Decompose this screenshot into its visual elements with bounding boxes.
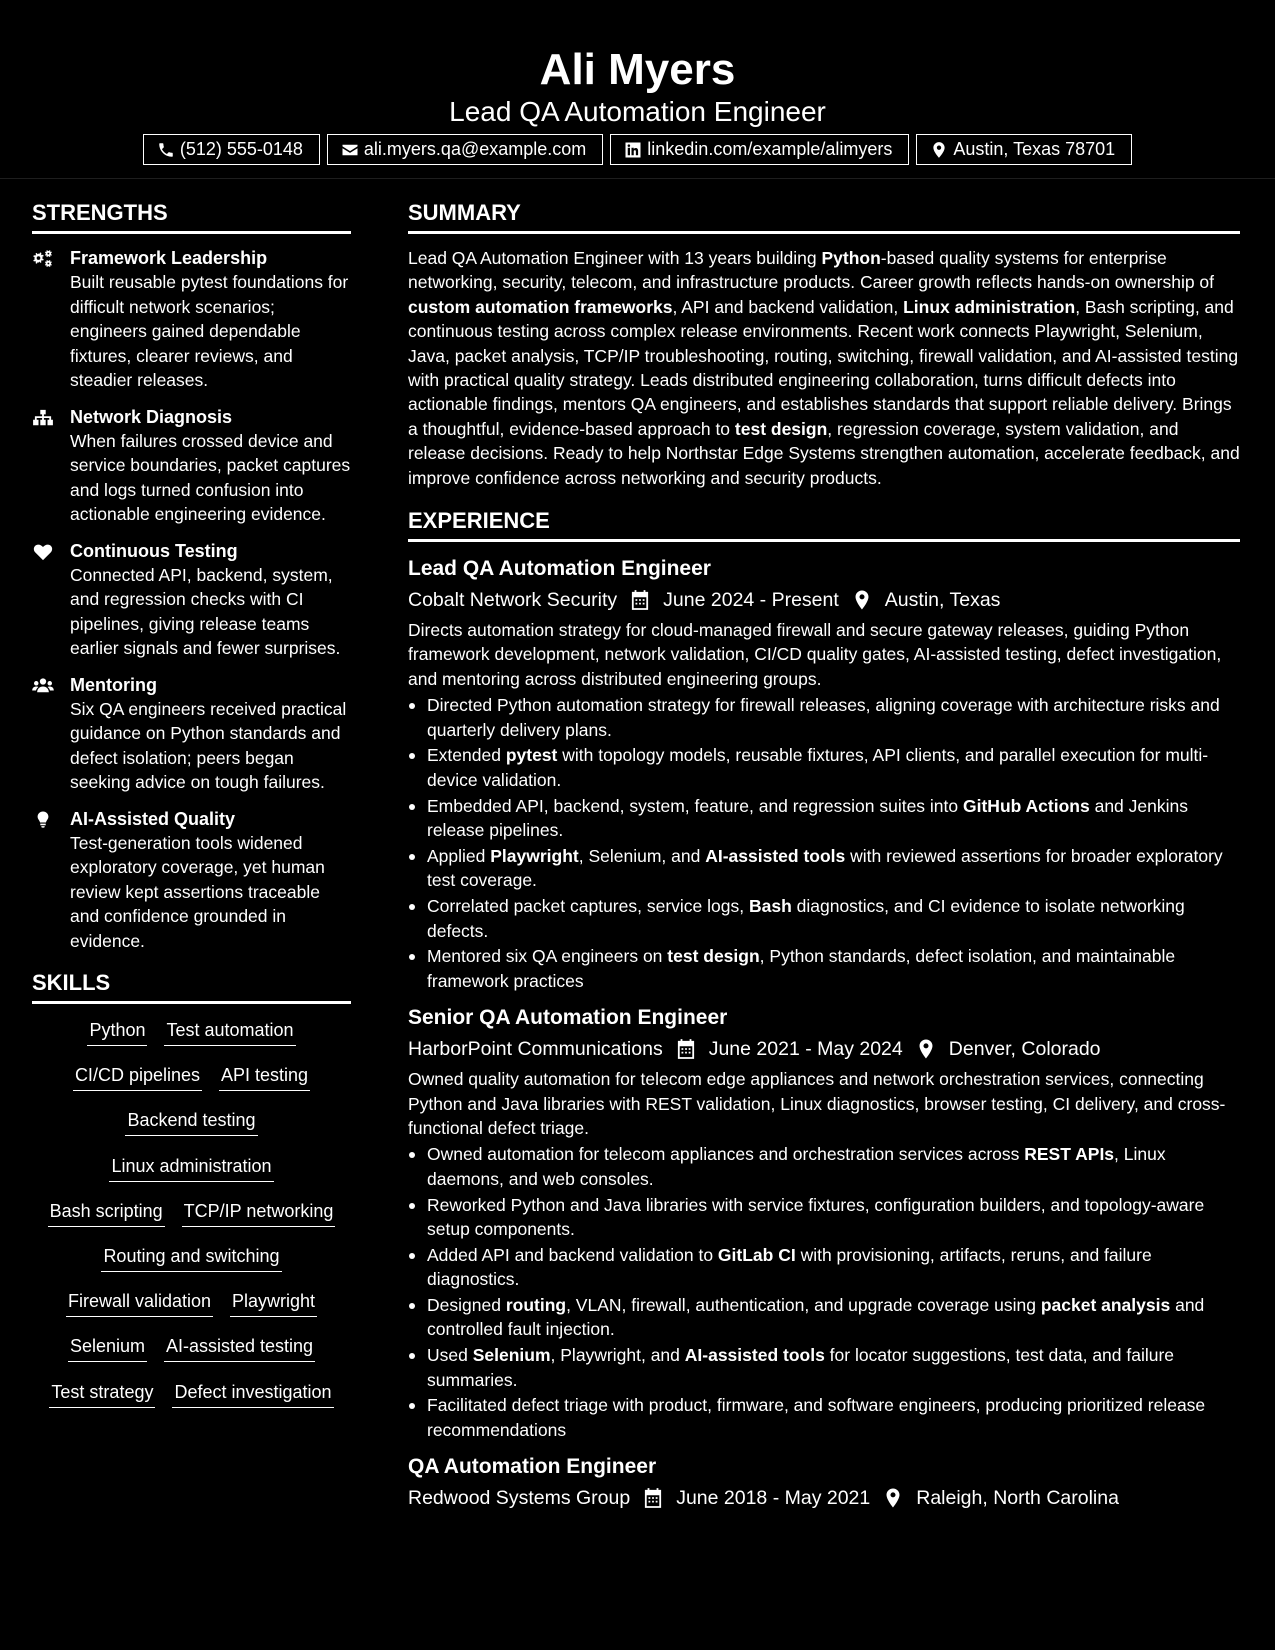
contact-location [916,134,1132,165]
linkedin-text: linkedin.com/example/alimyers [647,139,893,159]
skill-row [32,1244,351,1289]
job-title: Lead QA Automation Engineer [408,557,711,581]
strength-desc: Test-generation tools widened exploratory coverage, yet human review kept assertions traceable and confidence grounded in evidence. [70,832,325,951]
skill-row [32,1334,351,1379]
job-bullet: Mentored six QA engineers on test design, Python standards, defect isolation, and maintainable framework practices [408,944,1240,993]
job-bullets [408,1142,1240,1442]
job-entry [408,554,1240,993]
skills-heading: SKILLS [32,968,351,1004]
contact-linkedin[interactable] [610,134,909,165]
skill-tag: Routing and switching [101,1244,281,1272]
skill-row [32,1154,351,1199]
resume-header [0,0,1275,179]
summary-heading: SUMMARY [408,198,1240,234]
skill-tag: Bash scripting [48,1199,165,1227]
strength-desc: Connected API, backend, system, and regression checks with CI pipelines, giving release teams earlier signals and fewer surprises. [70,564,341,658]
job-dates: June 2024 - Present [663,589,839,612]
gears-icon [32,246,70,393]
job-bullet: Facilitated defect triage with product, firmware, and software engineers, producing prioritized release recommendations [408,1393,1240,1442]
experience-heading: EXPERIENCE [408,506,1240,542]
summary-text: Lead QA Automation Engineer with 13 years building Python-based quality systems for enterprise networking, security, telecom, and infrastructure products. Career growth reflects hands-on ownership of custom automation frameworks, API and backend validation, Linux administration, Bash scripting, and continuous testing across complex release environments. Recent work connects Playwright, Selenium, Java, packet analysis, TCP/IP troubleshooting, routing, switching, firewall validation, and AI-assisted testing with practical quality strategy. Leads distributed engineering collaboration, turns difficult defects into actionable findings, mentors QA engineers, and establishes standards that support reliable delivery. Brings a thoughtful, evidence-based approach to test design, regression coverage, system validation, and release decisions. Ready to help Northstar Edge Systems strengthen automation, accelerate feedback, and improve confidence across networking and security products. [408,248,1240,488]
envelope-icon [340,140,360,160]
skill-row [32,1199,351,1244]
map-pin-icon [882,1488,904,1508]
skill-tag: Firewall validation [66,1289,213,1317]
right-column [408,198,1240,1524]
heart-icon [32,539,70,661]
skill-tag: AI-assisted testing [164,1334,315,1362]
lightbulb-icon [32,807,70,954]
location-text: Austin, Texas 78701 [953,139,1116,159]
job-entry [408,1452,1240,1514]
skill-row [32,1108,351,1153]
job-title: Senior QA Automation Engineer [408,1006,728,1030]
job-description: Directs automation strategy for cloud-managed firewall and secure gateway releases, guiding Python framework development, network validation, CI/CD quality gates, AI-assisted testing, defect investigation, and mentoring across distributed engineering groups. [408,620,1222,689]
strength-item [32,405,351,527]
skill-tag: Selenium [68,1334,147,1362]
strength-desc: Built reusable pytest foundations for difficult network scenarios; engineers gained dependable fixtures, clearer reviews, and steadier releases. [70,272,349,390]
experience-list [408,554,1240,1514]
skill-tag: CI/CD pipelines [73,1063,202,1091]
job-location: Raleigh, North Carolina [916,1487,1119,1510]
skill-tag: Test strategy [49,1380,155,1408]
contact-email[interactable] [327,134,603,165]
strength-item [32,807,351,954]
strength-title: Network Diagnosis [70,406,233,427]
skill-tag: Linux administration [109,1154,273,1182]
strength-desc: When failures crossed device and service boundaries, packet captures and logs turned confusion into actionable engineering evidence. [70,430,351,524]
calendar-icon [675,1039,697,1059]
strength-title: AI-Assisted Quality [70,808,236,829]
contact-phone[interactable] [143,134,320,165]
job-bullet: Reworked Python and Java libraries with service fixtures, configuration builders, and topology-aware setup components. [408,1193,1240,1242]
skill-tag: API testing [219,1063,310,1091]
map-pin-icon [915,1039,937,1059]
skill-row [32,1063,351,1108]
phone-text: (512) 555-0148 [179,139,303,159]
strength-desc: Six QA engineers received practical guidance on Python standards and defect isolation; peers began seeking advice on tough failures. [70,698,347,792]
skill-tag: TCP/IP networking [182,1199,336,1227]
skill-row [32,1289,351,1334]
map-pin-icon [851,590,873,610]
strength-item [32,246,351,393]
job-meta [408,1033,1240,1065]
job-dates: June 2018 - May 2021 [676,1487,871,1510]
job-company: Redwood Systems Group [408,1487,631,1510]
job-location: Denver, Colorado [948,1038,1101,1061]
job-bullet: Correlated packet captures, service logs, Bash diagnostics, and CI evidence to isolate networking defects. [408,894,1240,943]
strength-title: Mentoring [70,674,157,695]
skill-row [32,1380,351,1425]
left-column [32,198,351,1425]
skill-tag: Backend testing [125,1108,257,1136]
contact-bar [0,134,1275,165]
skills-list [32,1016,351,1425]
job-bullet: Used Selenium, Playwright, and AI-assisted tools for locator suggestions, test data, and failure summaries. [408,1343,1240,1392]
calendar-icon [629,590,651,610]
linkedin-icon [623,140,643,160]
job-bullet: Directed Python automation strategy for firewall releases, aligning coverage with architecture risks and quarterly delivery plans. [408,693,1240,742]
job-description: Owned quality automation for telecom edge appliances and network orchestration services, connecting Python and Java libraries with REST validation, Linux diagnostics, browser testing, CI delivery, and cross-functional defect triage. [408,1069,1226,1138]
job-meta [408,1482,1240,1514]
job-entry [408,1003,1240,1442]
skill-tag: Test automation [164,1018,295,1046]
phone-icon [156,140,176,160]
job-title: QA Automation Engineer [408,1455,657,1479]
strengths-heading: STRENGTHS [32,198,351,234]
job-company: Cobalt Network Security [408,589,618,612]
users-icon [32,673,70,795]
candidate-name: Ali Myers [539,45,736,94]
strength-title: Framework Leadership [70,248,268,268]
job-bullet: Owned automation for telecom appliances and orchestration services across REST APIs, Linux daemons, and web consoles. [408,1142,1240,1191]
job-location: Austin, Texas [884,589,1001,612]
job-bullet: Designed routing, VLAN, firewall, authentication, and upgrade coverage using packet analysis and controlled fault injection. [408,1293,1240,1342]
skill-row [32,1018,351,1063]
calendar-icon [642,1488,664,1508]
job-bullet: Extended pytest with topology models, reusable fixtures, API clients, and parallel execution for multi-device validation. [408,743,1240,792]
job-bullet: Embedded API, backend, system, feature, and regression suites into GitHub Actions and Jenkins release pipelines. [408,794,1240,843]
skill-tag: Playwright [230,1289,317,1317]
skill-tag: Python [87,1018,147,1046]
strength-item [32,673,351,795]
candidate-title: Lead QA Automation Engineer [449,96,826,127]
job-bullet: Added API and backend validation to GitLab CI with provisioning, artifacts, reruns, and failure diagnostics. [408,1243,1240,1292]
job-company: HarborPoint Communications [408,1038,663,1061]
strength-item [32,539,351,661]
sitemap-icon [32,405,70,527]
email-text: ali.myers.qa@example.com [363,139,587,159]
job-dates: June 2021 - May 2024 [708,1038,903,1061]
job-meta [408,584,1240,616]
job-bullets [408,693,1240,993]
skill-tag: Defect investigation [172,1380,333,1408]
strength-title: Continuous Testing [70,540,238,561]
map-pin-icon [929,140,949,160]
job-bullet: Applied Playwright, Selenium, and AI-assisted tools with reviewed assertions for broader exploratory test coverage. [408,844,1240,893]
